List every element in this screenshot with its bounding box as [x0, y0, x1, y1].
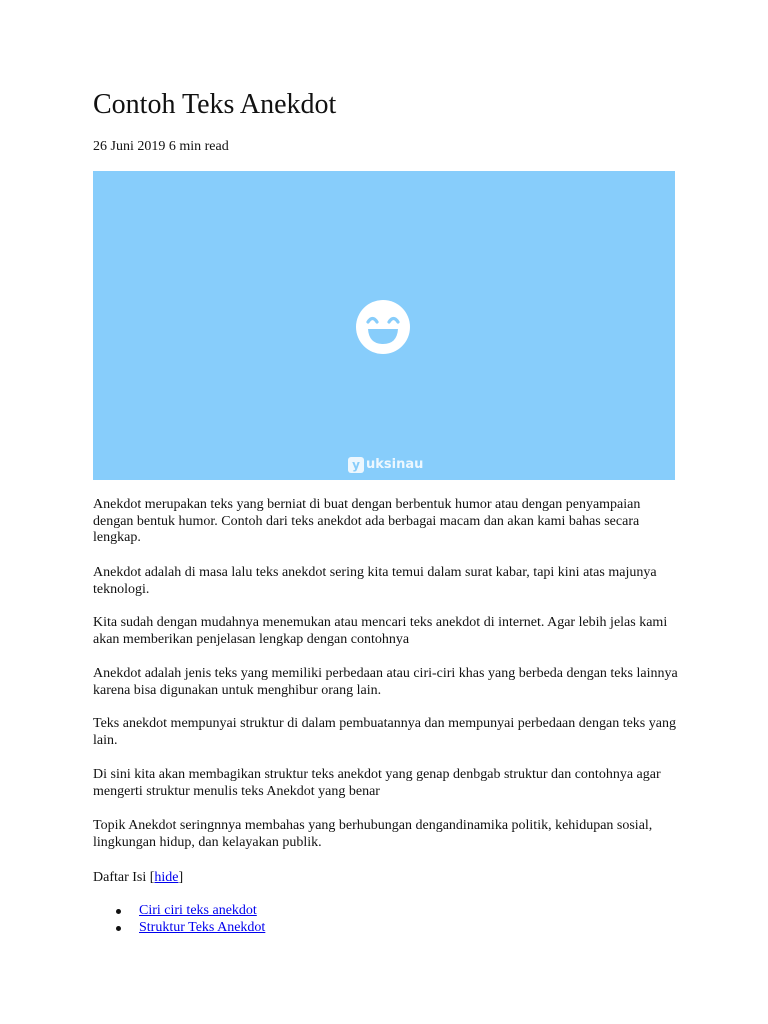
toc-bracket: ] [178, 870, 184, 885]
watermark-logo: y [348, 457, 364, 473]
paragraph: Anekdot adalah jenis teks yang memiliki perbedaan atau ciri-ciri khas yang berbeda dengan teks lainnya karena bisa digunakan untuk menghibur orang lain. [93, 666, 678, 698]
paragraph: Anekdot adalah di masa lalu teks anekdot sering kita temui dalam surat kabar, tapi kini atas majunya teknologi. [93, 565, 657, 597]
watermark [348, 456, 423, 474]
watermark-text: uksinau [366, 457, 424, 472]
hero-image [93, 171, 675, 480]
paragraph: Topik Anekdot seringnnya membahas yang berhubungan dengandinamika politik, kehidupan sosial, lingkungan hidup, dan kelayakan publik. [93, 818, 653, 850]
paragraph: Teks anekdot mempunyai struktur di dalam pembuatannya dan mempunyai perbedaan dengan teks yang lain. [93, 716, 676, 748]
toc-hide-link[interactable]: hide [154, 870, 179, 885]
paragraph: Kita sudah dengan mudahnya menemukan atau mencari teks anekdot di internet. Agar lebih jelas kami akan memberikan penjelasan lengkap dengan contohnya [93, 615, 668, 647]
toc-list [93, 902, 265, 936]
list-item [93, 902, 265, 919]
toc-link-struktur[interactable]: Struktur Teks Anekdot [139, 920, 266, 935]
table-of-contents-heading [93, 869, 183, 886]
list-item [93, 919, 265, 936]
toc-label: Daftar Isi [ [93, 870, 155, 885]
paragraph: Di sini kita akan membagikan struktur teks anekdot yang genap denbgab struktur dan contohnya agar mengerti struktur menulis teks Anekdot yang benar [93, 767, 661, 799]
article-meta: 26 Juni 2019 6 min read [93, 139, 229, 154]
paragraph: Anekdot merupakan teks yang berniat di buat dengan berbentuk humor atau dengan penyampaian dengan bentuk humor. Contoh dari teks anekdot ada berbagai macam dan akan kami bahas secara lengkap. [93, 497, 641, 545]
laughing-face-icon [355, 299, 411, 355]
page-title: Contoh Teks Anekdot [93, 89, 337, 120]
bullet-icon [116, 926, 121, 931]
toc-link-ciri-ciri[interactable]: Ciri ciri teks anekdot [139, 903, 257, 918]
bullet-icon [116, 909, 121, 914]
